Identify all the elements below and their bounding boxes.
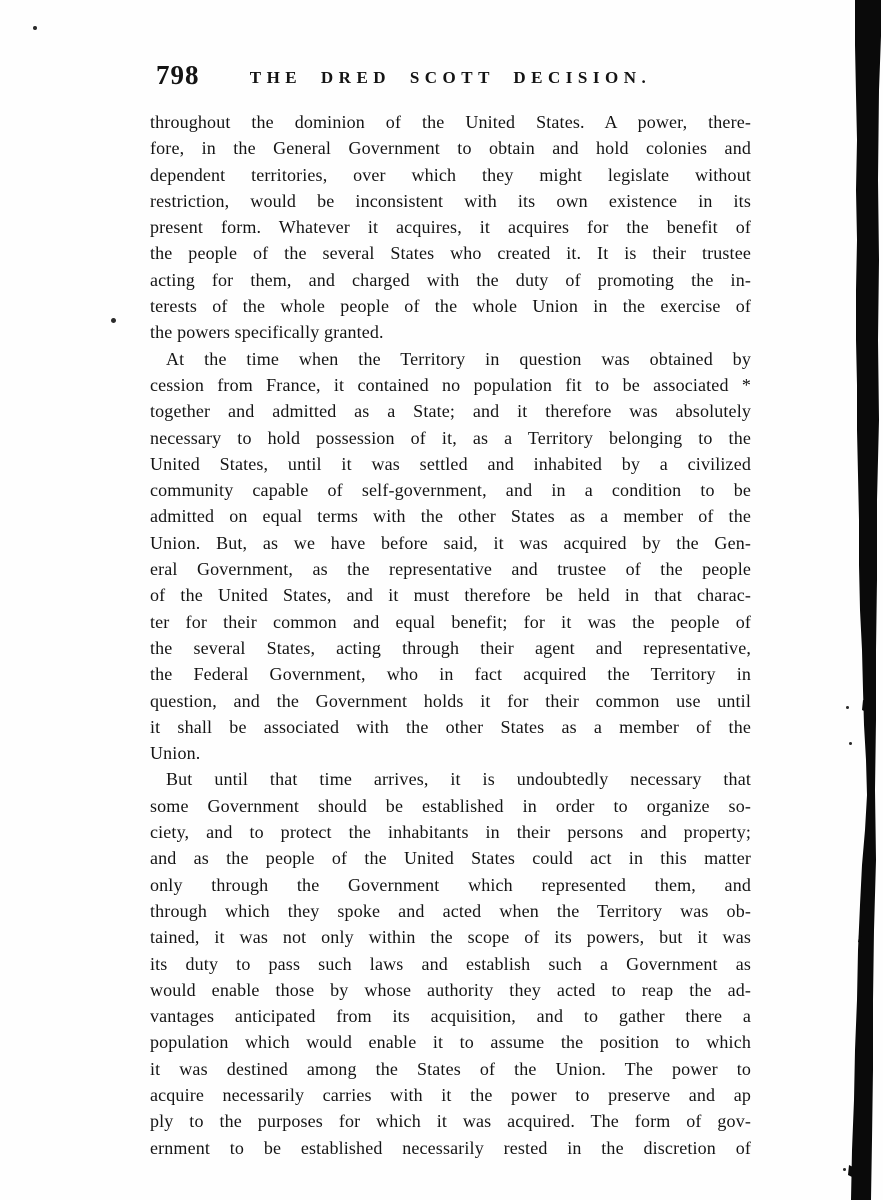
text-line: cession from France, it contained no population fit to be associated * bbox=[150, 374, 751, 395]
scan-speck bbox=[846, 706, 849, 709]
text-line: ernment to be established necessarily rested in the discretion of bbox=[150, 1137, 751, 1158]
text-line: ply to the purposes for which it was acquired. The form of gov- bbox=[150, 1111, 751, 1132]
text-line: would enable those by whose authority they acted to reap the ad- bbox=[150, 979, 751, 1000]
text-line: acquire necessarily carries with it the power to preserve and ap bbox=[150, 1084, 751, 1105]
text-line: present form. Whatever it acquires, it acquires for the benefit of bbox=[150, 217, 751, 238]
text-line: the Federal Government, who in fact acquired the Territory in bbox=[150, 664, 751, 685]
text-line: Union. bbox=[150, 743, 201, 764]
text-line: Union. But, as we have before said, it was acquired by the Gen- bbox=[150, 532, 751, 553]
text-line: its duty to pass such laws and establish such a Government as bbox=[150, 953, 751, 974]
text-line: ter for their common and equal benefit; for it was the people of bbox=[150, 611, 751, 632]
page-header bbox=[150, 60, 751, 100]
scan-edge-artifact bbox=[843, 0, 883, 1200]
text-line: through which they spoke and acted when the Territory was ob- bbox=[150, 900, 751, 921]
text-line: necessary to hold possession of it, as a Territory belonging to the bbox=[150, 427, 751, 448]
text-line: But until that time arrives, it is undoubtedly necessary that bbox=[166, 769, 751, 790]
text-line: question, and the Government holds it for their common use until bbox=[150, 690, 751, 711]
scan-speck bbox=[111, 318, 116, 323]
text-line: United States, until it was settled and inhabited by a civilized bbox=[150, 453, 751, 474]
text-line: ciety, and to protect the inhabitants in their persons and property; bbox=[150, 822, 751, 843]
text-line: At the time when the Territory in question was obtained by bbox=[166, 348, 751, 369]
text-line: of the United States, and it must therefore be held in that charac- bbox=[150, 585, 751, 606]
text-line: fore, in the General Government to obtain and hold colonies and bbox=[150, 138, 751, 159]
scan-speck bbox=[843, 1168, 846, 1171]
paragraph bbox=[150, 346, 751, 767]
text-line: some Government should be established in order to organize so- bbox=[150, 795, 751, 816]
text-line: the several States, acting through their agent and representative, bbox=[150, 637, 751, 658]
text-line: community capable of self-government, and in a condition to be bbox=[150, 480, 751, 501]
text-line: it was destined among the States of the Union. The power to bbox=[150, 1058, 751, 1079]
text-line: together and admitted as a State; and it therefore was absolutely bbox=[150, 401, 751, 422]
text-line: restriction, would be inconsistent with its own existence in its bbox=[150, 190, 751, 211]
text-line: dependent territories, over which they might legislate without bbox=[150, 164, 751, 185]
text-line: and as the people of the United States could act in this matter bbox=[150, 848, 751, 869]
text-line: throughout the dominion of the United States. A power, there- bbox=[150, 112, 751, 132]
text-line: eral Government, as the representative and trustee of the people bbox=[150, 559, 751, 580]
paragraph bbox=[150, 766, 751, 1160]
body-text bbox=[150, 109, 751, 1161]
text-line: the powers specifically granted. bbox=[150, 322, 384, 343]
text-line: terests of the whole people of the whole Union in the exercise of bbox=[150, 296, 751, 317]
scan-speck bbox=[33, 26, 37, 30]
text-line: the people of the several States who created it. It is their trustee bbox=[150, 243, 751, 264]
text-line: tained, it was not only within the scope of its powers, but it was bbox=[150, 927, 751, 948]
text-line: vantages anticipated from its acquisition, and to gather there a bbox=[150, 1006, 751, 1027]
text-line: admitted on equal terms with the other States as a member of the bbox=[150, 506, 751, 527]
paragraph bbox=[150, 109, 751, 346]
text-line: population which would enable it to assume the position to which bbox=[150, 1032, 751, 1053]
text-line: only through the Government which represented them, and bbox=[150, 874, 751, 895]
scan-speck bbox=[849, 742, 852, 745]
text-line: acting for them, and charged with the duty of promoting the in- bbox=[150, 269, 751, 290]
running-header-title: THE DRED SCOTT DECISION. bbox=[249, 68, 652, 87]
page-number: 798 bbox=[156, 60, 200, 90]
text-line: it shall be associated with the other States as a member of the bbox=[150, 716, 751, 737]
